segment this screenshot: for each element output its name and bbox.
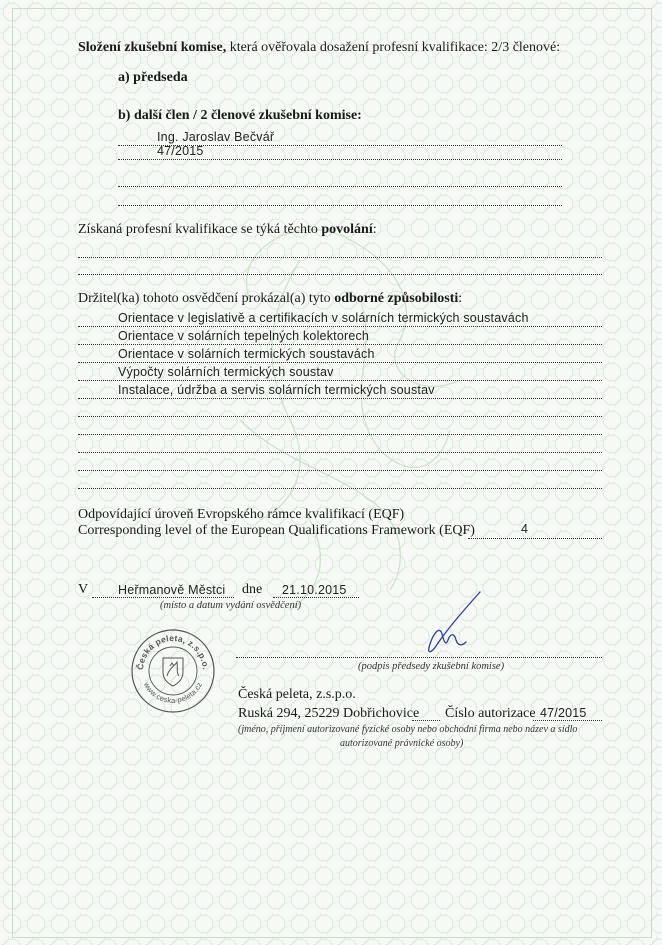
svg-text:Česká peleta, z.s.p.o. — [134, 633, 211, 670]
competence-item-line — [78, 326, 602, 327]
blank-line — [78, 434, 602, 435]
eqf-line-cz: Odpovídající úroveň Evropského rámce kvalifikací (EQF) — [78, 507, 405, 522]
authorization-number: 47/2015 — [540, 706, 587, 720]
competence-item-line — [78, 398, 602, 399]
blank-line — [78, 470, 602, 471]
blank-line — [78, 416, 602, 417]
place-prefix: V — [78, 582, 89, 597]
eqf-level: 4 — [521, 522, 529, 536]
authorization-label: Číslo autorizace — [445, 706, 536, 721]
blank-line — [78, 488, 602, 489]
blank-line — [118, 205, 562, 206]
stamp-bottom-text: www.ceska-peleta.cz — [141, 680, 205, 706]
chair-label: a) předseda — [118, 70, 188, 85]
stamp-top-text: Česká peleta, z.s.p.o. — [134, 632, 211, 671]
competence-item: Instalace, údržba a servis solárních termických soustav — [118, 383, 435, 397]
date-value: 21.10.2015 — [282, 583, 347, 597]
competence-item-line — [78, 380, 602, 381]
competence-label: Držitel(ka) tohoto osvědčení prokázal(a) tyto odborné způsobilosti: — [78, 291, 463, 306]
competence-item-line — [78, 344, 602, 345]
authorization-line — [533, 720, 602, 721]
coat-of-arms-icon — [163, 658, 183, 686]
signature-mark — [418, 588, 488, 658]
competence-item: Orientace v solárních tepelných kolektorech — [118, 329, 370, 343]
place-line — [92, 597, 234, 598]
competence-item: Výpočty solárních termických soustav — [118, 365, 334, 379]
certificate-page-frame — [12, 8, 652, 938]
blank-line — [78, 274, 602, 275]
issuer-note-1: (jméno, příjmení autorizované fyzické osoby nebo obchodní firma nebo název a sídlo — [238, 724, 578, 735]
blank-line — [78, 452, 602, 453]
official-stamp — [130, 628, 216, 714]
date-line — [273, 597, 359, 598]
signature-line — [236, 657, 602, 658]
blank-line — [118, 186, 562, 187]
eqf-line-en: Corresponding level of the European Qualifications Framework (EQF) — [78, 523, 475, 538]
competence-item: Orientace v solárních termických soustavách — [118, 347, 375, 361]
member-number: 47/2015 — [157, 144, 204, 158]
competence-item-line — [78, 362, 602, 363]
place-value: Heřmanově Městci — [118, 583, 226, 597]
signature-note: (podpis předsedy zkušební komise) — [358, 661, 505, 672]
blank-line — [78, 257, 602, 258]
svg-text:www.ceska-peleta.cz — [141, 680, 204, 705]
eqf-level-line — [468, 538, 602, 539]
address-line — [412, 720, 440, 721]
competence-item: Orientace v legislativě a certifikacích v solárních termických soustavách — [118, 311, 529, 325]
member-label: b) další člen / 2 členové zkušební komise: — [118, 108, 362, 123]
issuer-note-2: autorizované právnické osoby) — [340, 738, 464, 749]
place-date-note: (místo a datum vydání osvědčení) — [160, 600, 302, 611]
issuer-name: Česká peleta, z.s.p.o. — [238, 687, 356, 702]
member-number-line — [118, 159, 562, 160]
profession-label: Získaná profesní kvalifikace se týká těchto povolání: — [78, 222, 377, 237]
issuer-address: Ruská 294, 25229 Dobřichovice — [238, 706, 420, 721]
commission-heading: Složení zkušební komise, která ověřovala dosažení profesní kvalifikace: 2/3 členové: — [78, 40, 561, 55]
member-name: Ing. Jaroslav Bečvář — [157, 130, 275, 144]
date-label: dne — [242, 582, 263, 597]
